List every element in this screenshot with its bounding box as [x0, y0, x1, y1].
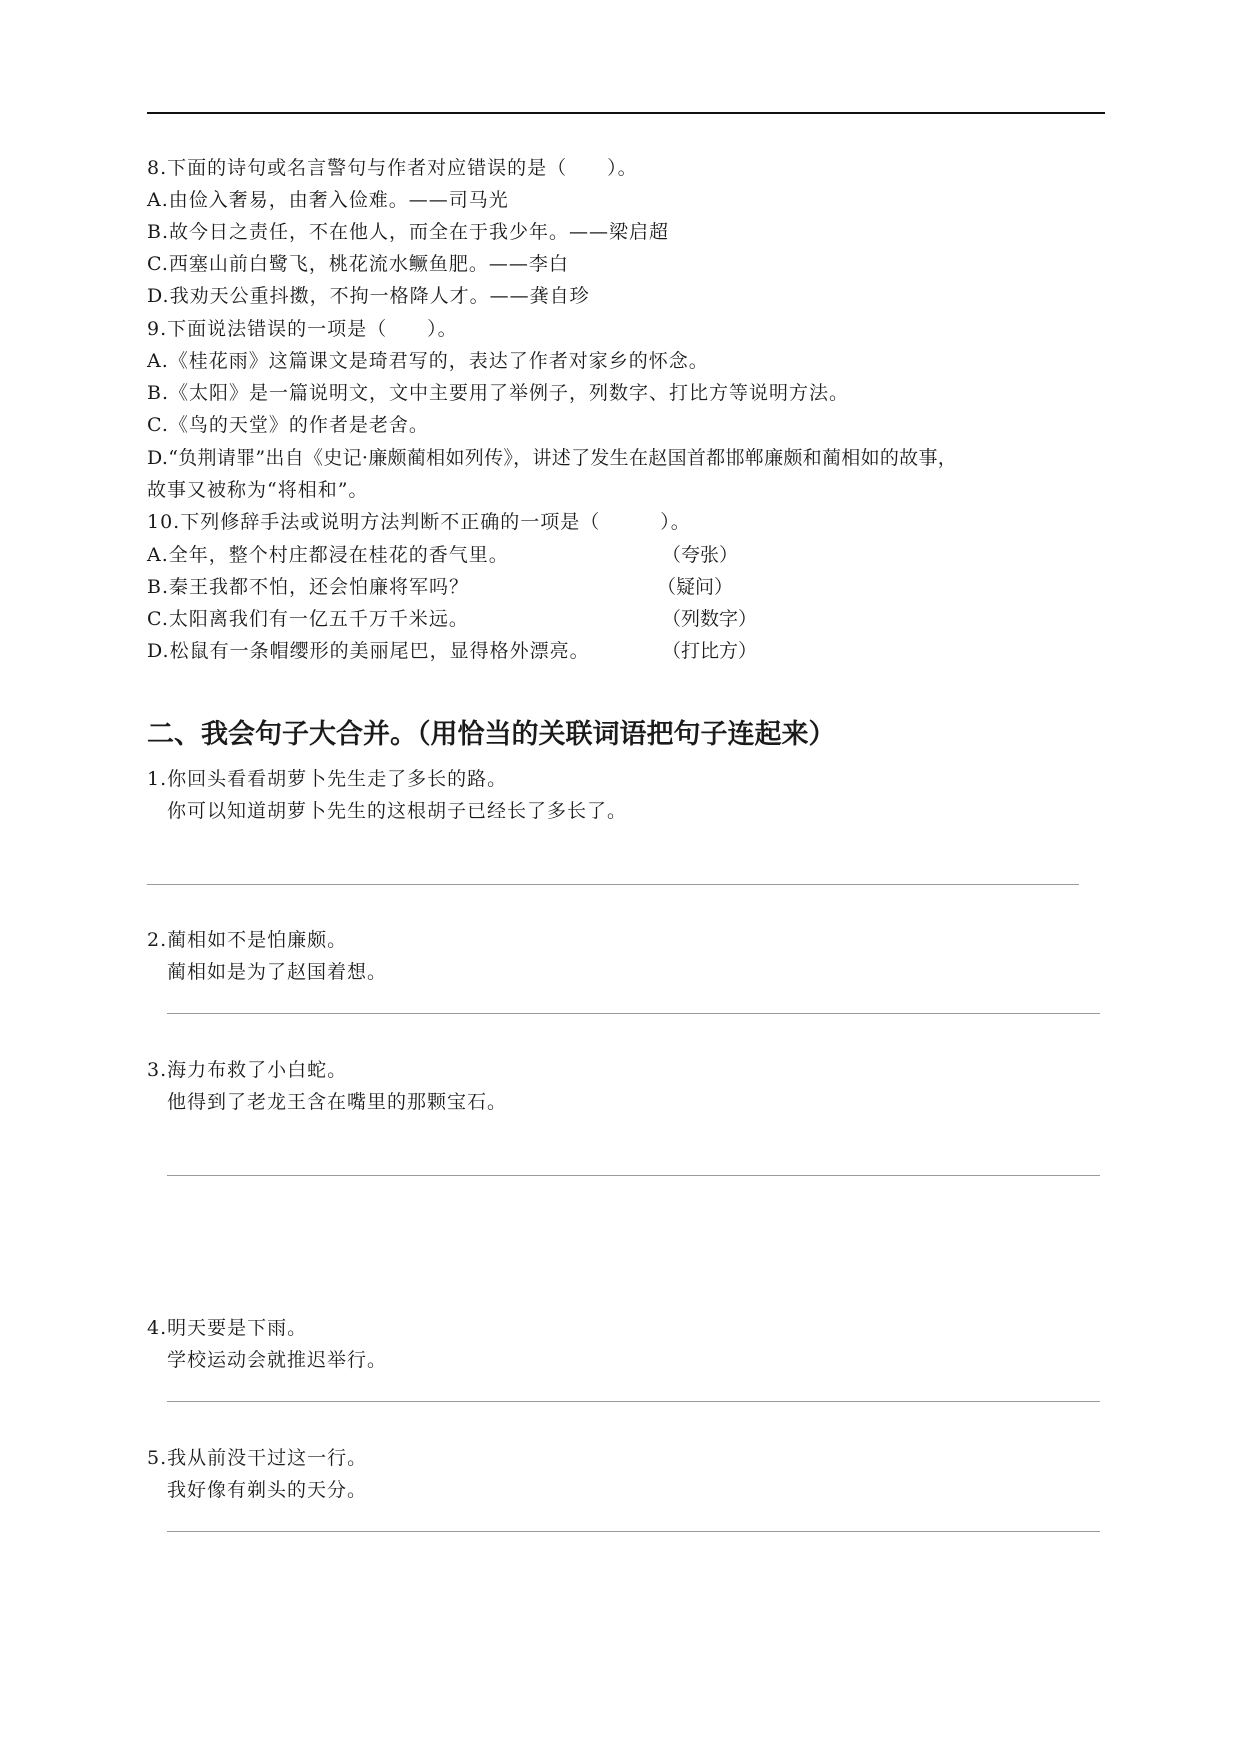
answer-line-3[interactable]: [167, 1175, 1100, 1176]
q10-option-c-note: （列数字）: [662, 608, 758, 630]
combine-3-line2: 他得到了老龙王含在嘴里的那颗宝石。: [167, 1091, 508, 1113]
combine-1-line2: 你可以知道胡萝卜先生的这根胡子已经长了多长了。: [167, 800, 628, 822]
q9-option-d: D.“负荆请罪”出自《史记·廉颇蔺相如列传》，讲述了发生在赵国首都邯郸廉颇和蔺相如的故事，: [147, 447, 958, 469]
answer-line-2[interactable]: [167, 1013, 1100, 1014]
q10-option-b: B.秦王我都不怕，还会怕廉将军吗？: [147, 576, 470, 598]
q9-option-c: C.《鸟的天堂》的作者是老舍。: [147, 414, 429, 436]
q10-option-d-note: （打比方）: [662, 640, 758, 662]
combine-5-line1: 5.我从前没干过这一行。: [147, 1447, 368, 1469]
q9-option-d-cont: 故事又被称为“将相和”。: [147, 479, 369, 501]
q10-stem: 10.下列修辞手法或说明方法判断不正确的一项是（ ）。: [147, 511, 691, 533]
answer-line-1[interactable]: [147, 884, 1079, 885]
combine-2-line2: 蔺相如是为了赵国着想。: [167, 961, 388, 983]
header-rule: [147, 112, 1105, 114]
combine-4-line1: 4.明天要是下雨。: [147, 1317, 308, 1339]
q8-stem: 8.下面的诗句或名言警句与作者对应错误的是（ ）。: [147, 157, 638, 179]
q10-option-d: D.松鼠有一条帽缨形的美丽尾巴，显得格外漂亮。: [147, 640, 590, 662]
q10-option-a-note: （夸张）: [662, 544, 739, 566]
q9-option-b: B.《太阳》是一篇说明文，文中主要用了举例子，列数字、打比方等说明方法。: [147, 382, 850, 404]
combine-4-line2: 学校运动会就推迟举行。: [167, 1349, 388, 1371]
q8-option-c: C.西塞山前白鹭飞，桃花流水鳜鱼肥。——李白: [147, 253, 569, 275]
q8-option-d: D.我劝天公重抖擞，不拘一格降人才。——龚自珍: [147, 285, 590, 307]
section-heading: 二、我会句子大合并。（用恰当的关联词语把句子连起来）: [147, 719, 836, 750]
q10-option-b-note: （疑问）: [657, 576, 734, 598]
q8-option-a: A.由俭入奢易，由奢入俭难。——司马光: [147, 189, 509, 211]
q9-stem: 9.下面说法错误的一项是（ ）。: [147, 318, 458, 340]
combine-5-line2: 我好像有剃头的天分。: [167, 1479, 368, 1501]
q10-option-a: A.全年，整个村庄都浸在桂花的香气里。: [147, 544, 509, 566]
combine-1-line1: 1.你回头看看胡萝卜先生走了多长的路。: [147, 768, 508, 790]
answer-line-5[interactable]: [167, 1531, 1100, 1532]
answer-line-4[interactable]: [167, 1401, 1100, 1402]
q9-option-a: A.《桂花雨》这篇课文是琦君写的，表达了作者对家乡的怀念。: [147, 350, 709, 372]
q8-option-b: B.故今日之责任，不在他人，而全在于我少年。——梁启超: [147, 221, 670, 243]
q10-option-c: C.太阳离我们有一亿五千万千米远。: [147, 608, 469, 630]
combine-3-line1: 3.海力布救了小白蛇。: [147, 1059, 348, 1081]
combine-2-line1: 2.蔺相如不是怕廉颇。: [147, 929, 348, 951]
